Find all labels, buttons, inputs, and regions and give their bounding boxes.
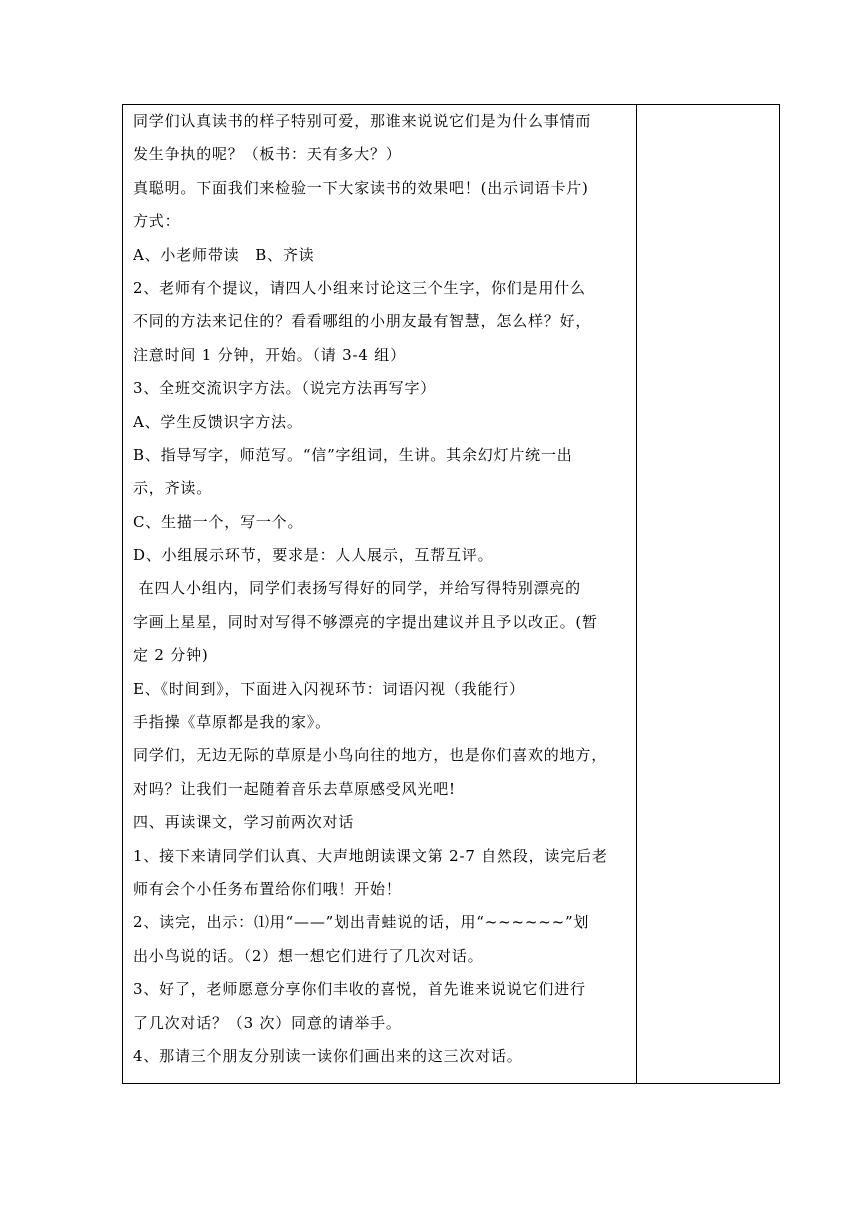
text-line: 同学们认真读书的样子特别可爱，那谁来说说它们是为什么事情而 [133, 112, 592, 130]
text-line: 2、读完，出示：⑴用“——”划出青蛙说的话，用“~~~~~~”划 [133, 913, 590, 932]
lesson-plan-table [122, 104, 780, 1084]
text-line: 3、全班交流识字方法。（说完方法再写字） [133, 379, 437, 398]
text-line: 不同的方法来记住的？看看哪组的小朋友最有智慧，怎么样？好， [133, 312, 592, 331]
text-line: 2、老师有个提议，请四人小组来讨论这三个生字，你们是用什么 [133, 278, 586, 297]
text-line: D、小组展示环节，要求是：人人展示，互帮互评。 [133, 546, 494, 565]
text-line: 出小鸟说的话。（2）想一想它们进行了几次对话。 [133, 946, 484, 965]
text-line: 注意时间 1 分钟，开始。（请 3-4 组） [133, 345, 406, 364]
text-line: 方式： [133, 212, 181, 231]
text-line: E、《时间到》，下面进入闪视环节：词语闪视（我能行） [133, 679, 525, 698]
text-line: B、指导写字，师范写。“信”字组词，生讲。其余幻灯片统一出 [133, 445, 573, 464]
text-line: 师有会个小任务布置给你们哦！开始！ [133, 879, 402, 898]
text-line: 示，齐读。 [133, 479, 213, 498]
text-line: 同学们，无边无际的草原是小鸟向往的地方，也是你们喜欢的地方， [133, 746, 608, 765]
text-line: C、生描一个，写一个。 [133, 512, 304, 531]
text-line: 定 2 分钟) [133, 646, 209, 665]
lesson-content-cell [123, 105, 637, 1083]
text-line: A、小老师带读 B、齐读 [133, 245, 315, 264]
text-line: 对吗？让我们一起随着音乐去草原感受风光吧! [133, 779, 456, 798]
notes-cell [637, 105, 779, 1083]
text-line: 字画上星星，同时对写得不够漂亮的字提出建议并且予以改正。(暂 [133, 612, 598, 631]
text-line: 手指操《草原都是我的家》。 [133, 713, 331, 732]
text-line: 真聪明。下面我们来检验一下大家读书的效果吧！(出示词语卡片) [133, 178, 589, 197]
text-line: 1、接下来请同学们认真、大声地朗读课文第 2-7 自然段，读完后老 [133, 846, 608, 865]
text-line: A、学生反馈识字方法。 [133, 412, 303, 431]
text-line: 在四人小组内，同学们表扬写得好的同学，并给写得特别漂亮的 [133, 579, 581, 598]
text-line: 四、再读课文，学习前两次对话 [133, 813, 355, 832]
text-line: 发生争执的呢？（板书：天有多大？） [133, 145, 402, 164]
text-line: 3、好了，老师愿意分享你们丰收的喜悦，首先谁来说说它们进行 [133, 980, 586, 999]
text-line: 了几次对话？（3 次）同意的请举手。 [133, 1013, 402, 1032]
text-line: 4、那请三个朋友分别读一读你们画出来的这三次对话。 [133, 1046, 523, 1065]
